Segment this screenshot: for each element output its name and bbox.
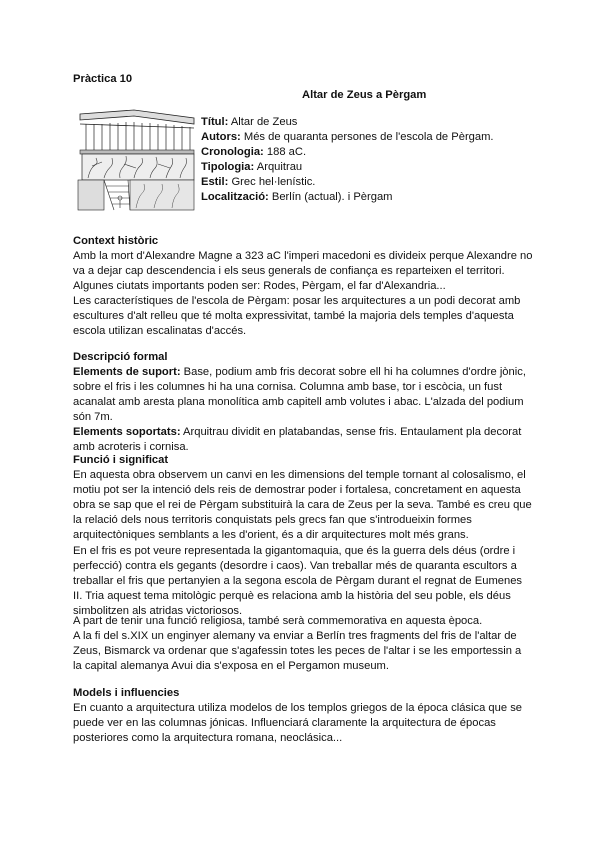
function-paragraph-4: A la fi del s.XIX un enginyer alemany va enviar a Berlín tres fragments del fris de l'altar de Zeus, Bismarck va ordenar que s'agafessin totes les peces de l'altar i se les emportessin a la capital alemanya Avui dia s'exposa en el Pergamon museum. — [73, 630, 522, 673]
models-heading: Models i influencies — [73, 687, 180, 699]
formal-heading: Descripció formal — [73, 351, 168, 363]
page-title: Altar de Zeus a Pèrgam — [302, 89, 427, 101]
meta-localitzacio: Localització: Berlín (actual). i Pèrgam — [201, 191, 393, 203]
meta-estil: Estil: Grec hel·lenístic. — [201, 176, 316, 188]
altar-of-zeus-drawing-icon — [74, 108, 196, 211]
function-paragraph-1: En aquesta obra observem un canvi en les dimensions del temple tornant al colosalismo, el motiu pot ser la intenció dels reis de demostrar poder i fortalesa, concretament en aquesta obra se sap que el rei de Pèrgam substituirà la cara de Zeus per la seva. També es creu que la relació dels nous territoris conquistats pels grecs fan que s'introdueixin formes arquitectòniques semblants a les d'orient, és a dir arquitectures molt més grans. — [73, 469, 532, 542]
function-heading: Funció i significat — [73, 454, 169, 466]
support-paragraph: Elements de suport: Base, podium amb fris decorat sobre ell hi ha columnes d'ordre jònic, sobre el fris i les columnes hi ha una cornisa. Columna amb base, tor i escòcia, un fust acanalat amb aresta plana monolítica amb capitell amb volutes i abac. L'alzada del podium són 7m. — [73, 366, 526, 424]
models-paragraph: En cuanto a arquitectura utiliza modelos de los templos griegos de la época clásica que se puede ver en las columnas jónicas. Influenciará claramente la arquitectura de épocas posteriores como la arquitectura romana, neoclásica... — [73, 702, 523, 745]
meta-autors: Autors: Més de quaranta persones de l'escola de Pèrgam. — [201, 131, 494, 143]
meta-tipologia: Tipologia: Arquitrau — [201, 161, 303, 173]
meta-titul: Títul: Altar de Zeus — [201, 116, 298, 128]
function-paragraph-3: A part de tenir una funció religiosa, també serà commemorativa en aquesta època. — [73, 615, 483, 627]
supported-paragraph: Elements soportats: Arquitrau dividit en platabandas, sense fris. Entaulament pla decorat amb acroteris i cornisa. — [73, 426, 522, 454]
meta-cronologia: Cronologia: 188 aC. — [201, 146, 307, 158]
context-heading: Context històric — [73, 235, 159, 247]
context-paragraph-1: Amb la mort d'Alexandre Magne a 323 aC l'imperi macedoni es divideix perque Alexandre no va a dejar cap descendencia i els seus generals de confiança es reparteixen el territori. Algunes ciutats importants poden ser: Rodes, Pèrgam, el far d'Alexandria... — [73, 250, 533, 293]
practice-label: Pràctica 10 — [73, 73, 133, 85]
context-paragraph-2: Les característiques de l'escola de Pèrgam: posar les arquitectures a un podi decorat amb escultures d'alt relleu que té molta expressivitat, també la majoria dels temples d'aquesta escola utilizan escalinatas d'accés. — [73, 295, 521, 338]
function-paragraph-2: En el fris es pot veure representada la gigantomaquia, que és la guerra dels déus (ordre i perfecció) contra els gegants (desordre i caos). Van treballar més de quaranta escultors a treballar el fris que pertanyien a la segona escola de Pèrgam durant el regnat de Eumenes II. Tria aquest tema mitològic perquè es relaciona amb la història del seu poble, els déus simbolitzen als atridas victoriosos. — [73, 545, 523, 618]
